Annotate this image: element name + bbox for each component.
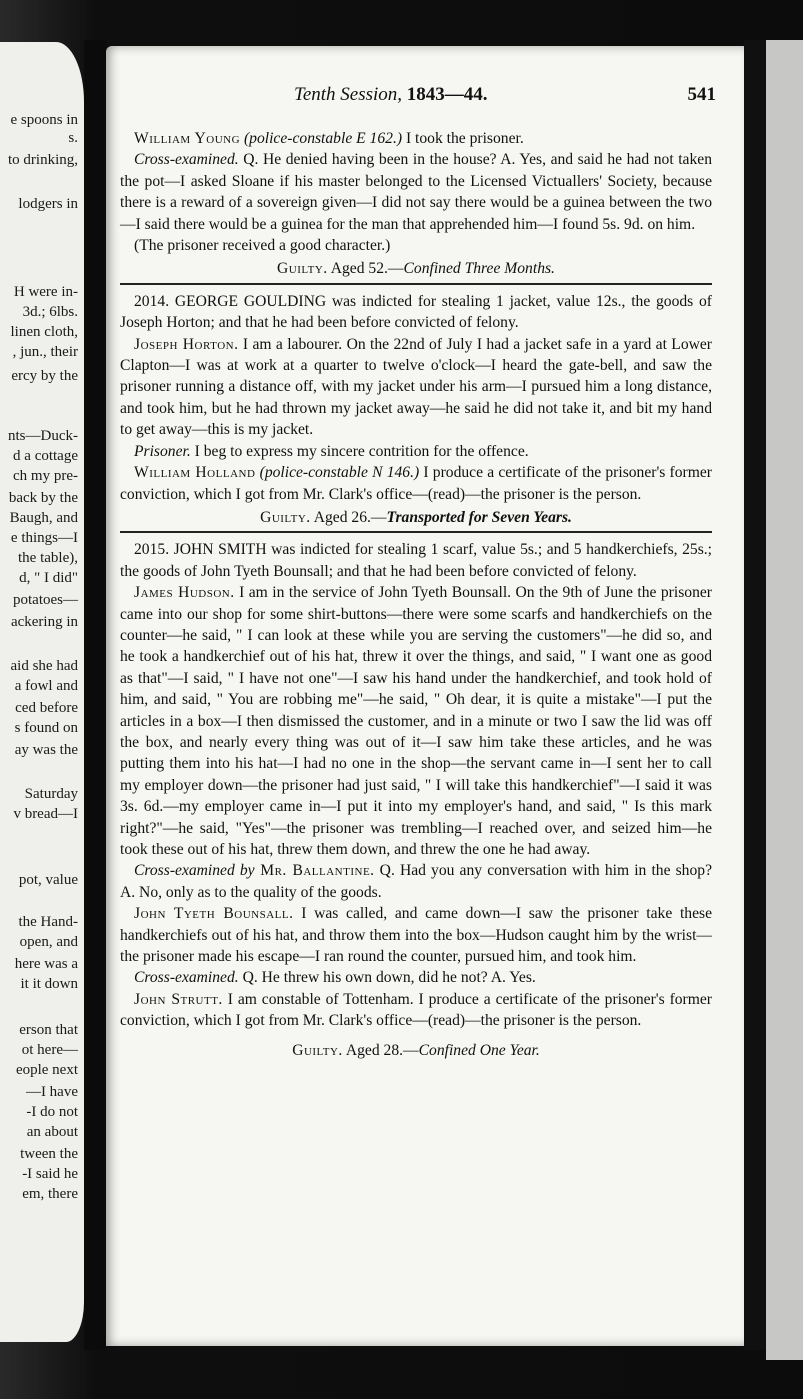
left-page-text-fragment: s. [68, 130, 78, 146]
right-page [106, 46, 746, 1346]
character-note: (The prisoner received a good character.) [134, 237, 391, 255]
testimony-james-hudson: James Hudson. I am in the service of John Tyeth Bounsall. On the 9th of June the prisoner came into our shop for some shirt-buttons—there were some scarfs and handkerchiefs on the counter—he said, " I can look at these while you are serving the customers"—he did so, and he took a handkerchief out of his hat, threw it over the things, and said, " I want one as good as that"—I said, " I have not one"—I saw his hand under the handkerchief, and took hold of him, and said, " You are robbing me"—he said, " Oh dear, it is quite a mistake"—I put the articles in a box—I then dismissed the customer, and in a minute or two I saw the lid was off the box, and nearly every thing was out of it—I saw him take these articles, and he was putting them into his hat—I had no one in the shop—the servant came in—I sent her to call my employer down—the prisoner had just said, " I will take this handkerchief"—I said it was 3s. 6d.—my employer came in—I put it into my employer's hand, and said, " Is this mark right?"—he said, "Yes"—the prisoner was trembling—I reached over, and seized him—he took these out of his hat, threw them down, and threw the one he had away. [120, 584, 712, 858]
left-page-text-fragment: ercy by the [11, 368, 78, 384]
left-page-text-fragment: v bread—I [13, 806, 78, 822]
left-page-text-fragment: nts—Duck- [8, 428, 78, 444]
page-edge-stack [766, 40, 803, 1360]
left-page-text-fragment: erson that [19, 1022, 78, 1038]
running-header [118, 84, 716, 112]
case-heading-2014: 2014. GEORGE GOULDING was indicted for stealing 1 jacket, value 12s., the goods of Joseph Horton; and that he had been before convicted of felony. [120, 292, 712, 332]
left-page-text-fragment: —I have [25, 1084, 78, 1100]
left-page-text-fragment: em, there [22, 1186, 78, 1202]
page-body [120, 128, 712, 1061]
left-page-text-fragment: d, " I did" [19, 570, 78, 586]
left-page-text-fragment: ced before [15, 700, 78, 716]
cross-examination-2: Cross-examined. Q. He threw his own down, did he not? A. Yes. [134, 969, 536, 987]
case-heading-2015: 2015. JOHN SMITH was indicted for stealing 1 scarf, value 5s.; and 5 handkerchiefs, 25s.; the goods of John Tyeth Bounsall; and that he had been before convicted of felony. [120, 541, 712, 580]
left-page-text-fragment: open, and [19, 934, 78, 950]
verdict-case-2: Guilty. Aged 26.—Transported for Seven Years. [260, 508, 572, 526]
cross-examination: Cross-examined. Q. He denied having been in the house? A. Yes, and said he had not taken the pot—I asked Sloane if his master belonged to the Licensed Victuallers' Society, because there is a reward of a sovereign given—I did not say there would be a guinea between the two—I said there would be a guinea for the man that apprehended him—I found 5s. 9d. on him. [120, 151, 712, 233]
left-page-text-fragment: aid she had [10, 658, 78, 674]
session-title: Tenth Session, 1843—44. [294, 84, 488, 105]
left-page-text-fragment: d a cottage [13, 448, 78, 464]
cross-examination-ballantine: Cross-examined by Mr. Ballantine. Q. Had you any conversation with him in the shop? A. No, only as to the quality of the goods. [120, 862, 712, 901]
left-page-text-fragment: ay was the [14, 742, 78, 758]
page-edge-shadow [744, 40, 766, 1350]
testimony-john-strutt: John Strutt. I am constable of Tottenham. I produce a certificate of the prisoner's former conviction, which I got from Mr. Clark's office—(read)—the prisoner is the person. [120, 990, 712, 1030]
testimony-john-bounsall: John Tyeth Bounsall. I was called, and came down—I saw the prisoner take these handkerchiefs out of his hat, and throw them into the box—Hudson caught him by the wrist—the prisoner made his escape—I ran round the counter, pursued him, and took him. [120, 905, 712, 966]
left-page-text-fragment: ot here— [21, 1042, 78, 1058]
left-page-text-fragment: 3d.; 6lbs. [22, 304, 78, 320]
left-page-text-fragment: ackering in [10, 614, 78, 630]
verdict-case-3: Guilty. Aged 28.—Confined One Year. [292, 1041, 540, 1059]
page-number: 541 [687, 84, 716, 105]
testimony-joseph-horton: Joseph Horton. I am a labourer. On the 22nd of July I had a jacket safe in a yard at Lower Clapton—I was at work at a quarter to twelve o'clock—I heard the gate-bell, and saw the prisoner running a distance off, with my jacket under his arm—I pursued him a long distance, and took him, but he had thrown my jacket away—he said he did not take it, and bit my hand to get away—this is my jacket. [120, 335, 712, 439]
case-divider [120, 283, 712, 285]
left-page-text-fragment: -I said he [22, 1166, 78, 1182]
left-page-text-fragment: back by the [8, 490, 78, 506]
verdict-case-1: Guilty. Aged 52.—Confined Three Months. [277, 260, 555, 278]
testimony-william-young: William Young (police-constable E 162.) I took the prisoner. [134, 130, 524, 147]
left-page-text-fragment: Baugh, and [9, 510, 78, 526]
left-page-text-fragment: Saturday [24, 786, 78, 802]
left-page-text-fragment: here was a [14, 956, 78, 972]
left-page-text-fragment: eople next [15, 1062, 78, 1078]
left-page-text-fragment: e spoons in [10, 112, 78, 128]
left-page-text-fragment: potatoes— [13, 592, 78, 608]
left-page-text-fragment: an about [26, 1124, 78, 1140]
left-page-text-fragment: lodgers in [18, 196, 78, 212]
book-gutter [84, 40, 106, 1350]
left-page-text-fragment: pot, value [18, 872, 78, 888]
left-page-text-fragment: ch my pre- [13, 468, 78, 484]
left-page-text-fragment: a fowl and [14, 678, 78, 694]
prisoner-statement: Prisoner. I beg to express my sincere contrition for the offence. [134, 442, 529, 460]
left-page-text-fragment: tween the [20, 1146, 78, 1162]
left-page-text-fragment: H were in- [13, 284, 78, 300]
testimony-william-holland: William Holland (police-constable N 146.) I produce a certificate of the prisoner's former conviction, which I got from Mr. Clark's office—(read)—the prisoner is the person. [120, 464, 712, 503]
left-page-text-fragment: the Hand- [18, 914, 78, 930]
left-page-text-fragment: s found on [14, 720, 78, 736]
left-page-text-fragment: e things—I [10, 530, 78, 546]
left-page-text-fragment: it it down [20, 976, 78, 992]
left-page-text-fragment: -I do not [26, 1104, 78, 1120]
left-page-text-fragment: , jun., their [12, 344, 78, 360]
left-page-fragment [0, 42, 84, 1342]
case-divider [120, 531, 712, 533]
left-page-text-fragment: to drinking, [8, 152, 78, 168]
left-page-text-fragment: the table), [18, 550, 78, 566]
left-page-text-fragment: linen cloth, [10, 324, 78, 340]
